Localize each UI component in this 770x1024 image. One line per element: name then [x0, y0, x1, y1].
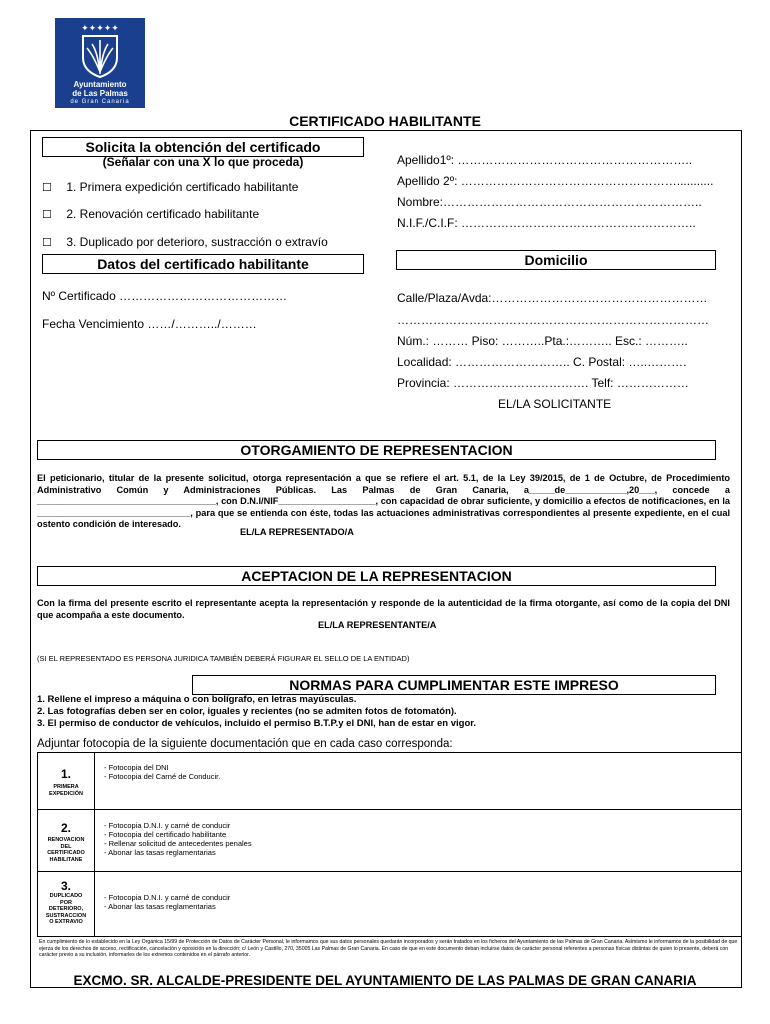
list-item: - Abonar las tasas reglamentarias — [104, 902, 216, 911]
expiry-date-field[interactable]: Fecha Vencimiento ……/………../……… — [42, 317, 257, 331]
row-label: O EXTRAVIO — [49, 919, 83, 925]
norma-item: 2. Las fotografías deben ser en color, iguales y recientes (no se admiten fotos de fotomatón). — [37, 706, 457, 717]
applicant-signature-label: EL/LA SOLICITANTE — [498, 397, 612, 411]
document-title: CERTIFICADO HABILITANTE — [289, 113, 481, 129]
row-label: PRIMERA — [53, 784, 79, 790]
row-label: CERTIFICADO — [47, 850, 85, 856]
row-number: 2. — [60, 821, 71, 835]
row-label: RENOVACION — [47, 837, 85, 843]
list-item: - Abonar las tasas reglamentarias — [104, 848, 216, 857]
addressee-footer: EXCMO. SR. ALCALDE-PRESIDENTE DEL AYUNTAMIENTO DE LAS PALMAS DE GRAN CANARIA — [73, 973, 697, 988]
row-items — [104, 821, 252, 857]
option-label: 3. Duplicado por deterioro, sustracción o extravío — [66, 235, 328, 249]
nombre-field[interactable]: Nombre:……………………………………………………….. — [397, 195, 702, 209]
option-label: 1. Primera expedición certificado habilitante — [66, 180, 299, 194]
table-divider — [94, 753, 95, 936]
request-header: Solicita la obtención del certificado — [42, 137, 364, 157]
street-field-2[interactable]: …………………………………………………………………… — [397, 313, 709, 327]
otorgamiento-header: OTORGAMIENTO DE REPRESENTACION — [37, 440, 716, 460]
row-label: HABILITANE — [49, 856, 83, 863]
locality-field[interactable]: Localidad: ……………………….. C. Postal: …..………. — [397, 355, 687, 369]
street-field[interactable]: Calle/Plaza/Avda:……………………………………………… — [397, 291, 708, 305]
representative-signature-label: EL/LA REPRESENTANTE/A — [318, 620, 437, 630]
list-item: - Fotocopia del DNI — [104, 763, 169, 772]
request-instruction: (Señalar con una X lo que proceda) — [102, 155, 304, 169]
row-label: DEL — [60, 843, 72, 850]
table-divider — [38, 871, 741, 872]
attach-instructions: Adjuntar fotocopia de la siguiente documentación que en cada caso corresponda: — [37, 738, 453, 750]
logo-line-1: Ayuntamiento — [73, 80, 127, 89]
table-row — [38, 767, 94, 797]
option-renewal[interactable] — [42, 205, 259, 223]
domicilio-header: Domicilio — [396, 250, 716, 270]
aceptacion-header: ACEPTACION DE LA REPRESENTACION — [37, 566, 716, 586]
list-item: - Fotocopia D.N.I. y carné de conducir — [104, 821, 231, 830]
row-label: SUSTRACCION — [45, 912, 87, 919]
province-field[interactable]: Provincia: ……………………………. Telf: ……………… — [397, 376, 689, 390]
option-duplicate[interactable] — [42, 233, 328, 251]
number-floor-field[interactable]: Núm.: ……… Piso: ………..Pta.:……….. Esc.: ……….. — [397, 334, 688, 348]
list-item: - Rellenar solicitud de antecedentes penales — [104, 839, 252, 848]
row-number: 3. — [60, 879, 71, 893]
legal-entity-note: (SI EL REPRESENTADO ES PERSONA JURIDICA TAMBIÉN DEBERÁ FIGURAR EL SELLO DE LA ENTIDAD) — [37, 654, 410, 663]
option-first-issue[interactable] — [42, 178, 298, 196]
checkbox-icon[interactable]: ☐ — [42, 209, 52, 221]
documentation-table — [37, 752, 742, 937]
list-item: - Fotocopia del Carné de Conducir. — [104, 772, 221, 781]
logo-line-3: de Gran Canaria — [70, 99, 130, 105]
row-label: EXPEDICIÓN — [49, 790, 83, 797]
cert-data-header: Datos del certificado habilitante — [42, 254, 364, 274]
checkbox-icon[interactable]: ☐ — [42, 237, 52, 249]
nif-field[interactable]: N.I.F./C.I.F: ………………………………………………….. — [397, 216, 696, 230]
aceptacion-text: Con la firma del presente escrito el representante acepta la representación y responde de la autenticidad de la firma otorgante, así como de la copia del DNI que acompaña a este documento. — [37, 598, 730, 620]
row-label: DUPLICADO — [49, 893, 83, 899]
checkbox-icon[interactable]: ☐ — [42, 182, 52, 194]
represented-signature-label: EL/LA REPRESENTADO/A — [240, 527, 354, 537]
apellido2-field[interactable]: Apellido 2º: ………………………………………………........... — [397, 174, 714, 188]
row-items — [104, 893, 230, 911]
table-row — [38, 879, 94, 926]
row-label: POR — [60, 899, 72, 906]
list-item: - Fotocopia D.N.I. y carné de conducir — [104, 893, 231, 902]
apellido1-field[interactable]: Apellido1º: ………………………………………………….. — [397, 153, 693, 167]
row-number: 1. — [60, 767, 71, 781]
normas-header: NORMAS PARA CUMPLIMENTAR ESTE IMPRESO — [192, 675, 716, 695]
norma-item: 3. El permiso de conductor de vehículos, incluido el permiso B.T.P.y el DNI, han de estar en vigor. — [37, 718, 477, 729]
svg-text:✦✦✦✦✦: ✦✦✦✦✦ — [81, 24, 119, 34]
cert-number-field[interactable]: Nº Certificado …………………………………… — [42, 289, 288, 303]
norma-item: 1. Rellene el impreso a máquina o con bolígrafo, en letras mayúsculas. — [37, 694, 357, 705]
data-protection-footnote: En cumplimiento de lo establecido en la Ley Orgánica 15/99 de Protección de Datos de Carácter Personal, le informamos que sus datos personales quedarán incorporados y serán tratados en los ficheros del Ayuntamiento de las Palmas de Gran Canaria. Asimismo le informamos de la posibilidad de que ejerza de los derechos de acceso, rectificación, cancelación y oposición en la dirección; c/ León y Castillo, 270, 35005 Las Palmas de Gran Canaria. En caso de que en este documento deban incluirse datos de carácter personal referentes a personas físicas distintas de quien lo presente, deberá con carácter previo a su inclusión, informarles de los extremos contenidos en el párrafo anterior. — [39, 939, 738, 958]
row-label: DETERIORO, — [48, 906, 84, 912]
logo-line-2: de Las Palmas — [72, 89, 128, 98]
table-row — [38, 821, 94, 863]
table-divider — [38, 809, 741, 810]
row-items — [104, 763, 220, 781]
list-item: - Fotocopia del certificado habilitante — [104, 830, 227, 839]
city-council-logo — [55, 18, 145, 108]
otorgamiento-text: El peticionario, titular de la presente solicitud, otorga representación a que se refiere el art. 5.1, de la Ley 39/2015, de 1 de Octubre, de Procedimiento Administrativo Común y Administraciones Públicas. Las Palmas de Gran Canaria, a_____de____________,20___, concede a ___________________________________, con D.N.I/NIF___________________, con capacidad de obrar suficiente, y domicilio a efectos de notificaciones, en la ______________________________, para que se entienda con éste, todas las actuaciones administrativas correspondientes al presente expediente, en el cual ostento condición de interesado. — [37, 473, 730, 529]
option-label: 2. Renovación certificado habilitante — [66, 207, 260, 221]
